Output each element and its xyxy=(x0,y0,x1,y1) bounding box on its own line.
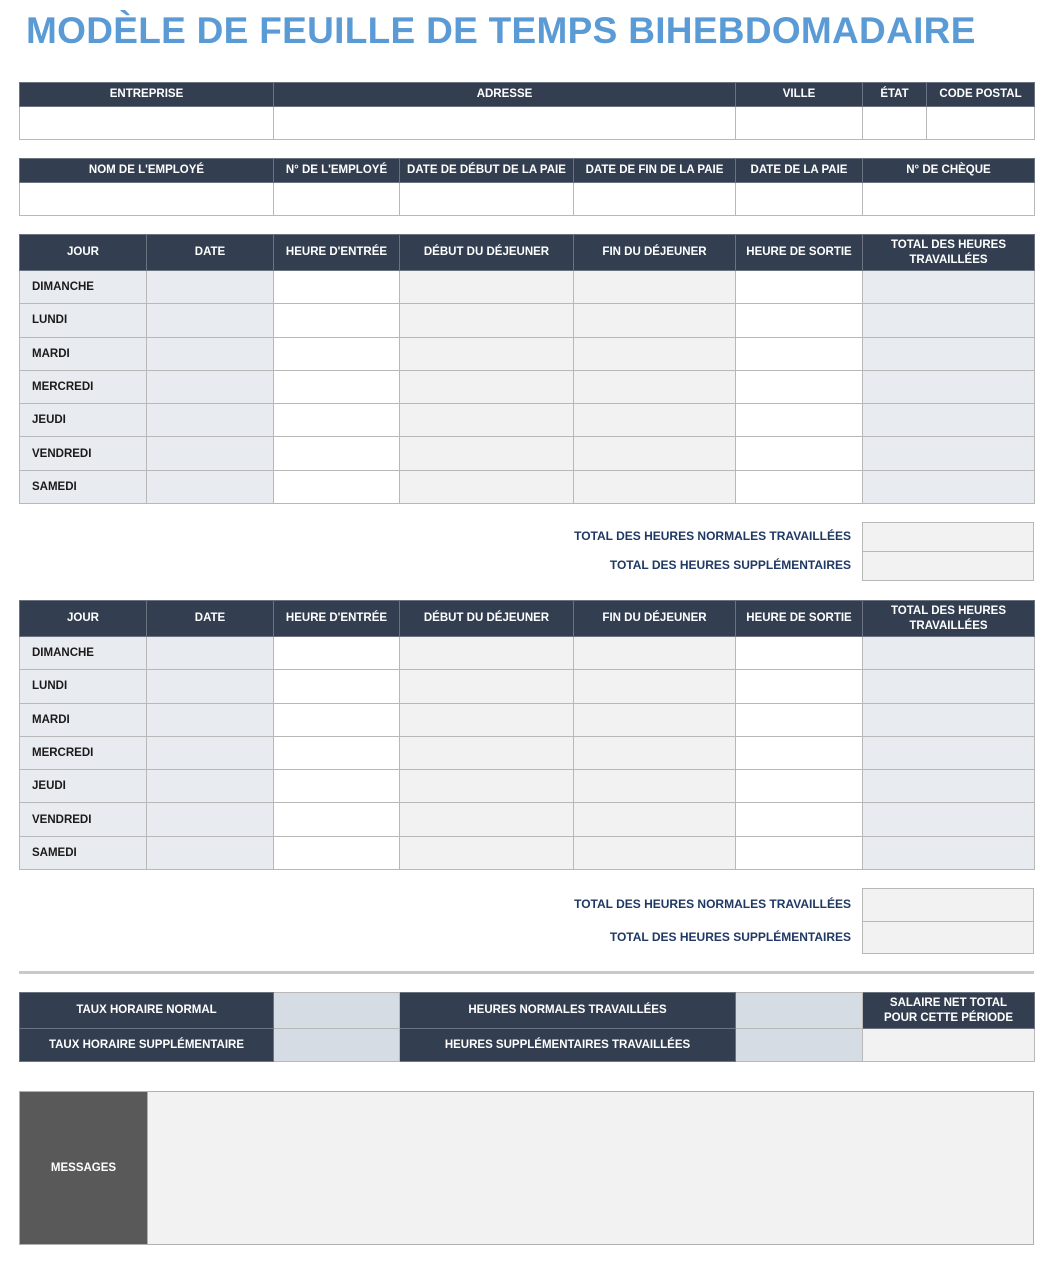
pay-summary-table xyxy=(19,992,1035,1062)
day-label: MARDI xyxy=(20,703,147,736)
debut-dejeuner-field[interactable] xyxy=(400,670,574,703)
total-heures-field[interactable] xyxy=(863,404,1035,437)
total-heures-field[interactable] xyxy=(863,703,1035,736)
date-field[interactable] xyxy=(147,304,274,337)
day-row xyxy=(20,803,1035,836)
heure-sortie-field[interactable] xyxy=(736,637,863,670)
total-heures-field[interactable] xyxy=(863,370,1035,403)
heure-entree-field[interactable] xyxy=(274,670,400,703)
day-label: SAMEDI xyxy=(20,836,147,869)
heure-entree-field[interactable] xyxy=(274,803,400,836)
section-divider xyxy=(19,971,1034,974)
heure-entree-field[interactable] xyxy=(274,836,400,869)
date-paie-field[interactable] xyxy=(736,183,863,216)
total-heures-field[interactable] xyxy=(863,637,1035,670)
total-normal-label: TOTAL DES HEURES NORMALES TRAVAILLÉES xyxy=(574,897,851,911)
day-row xyxy=(20,703,1035,736)
header-numero-cheque: N° DE CHÈQUE xyxy=(863,159,1035,183)
heure-entree-field[interactable] xyxy=(274,470,400,503)
debut-dejeuner-field[interactable] xyxy=(400,370,574,403)
fin-dejeuner-field[interactable] xyxy=(574,404,736,437)
ville-field[interactable] xyxy=(736,107,863,140)
total-heures-field[interactable] xyxy=(863,803,1035,836)
debut-dejeuner-field[interactable] xyxy=(400,404,574,437)
fin-dejeuner-field[interactable] xyxy=(574,703,736,736)
header-adresse: ADRESSE xyxy=(274,83,736,107)
day-label: MERCREDI xyxy=(20,736,147,769)
heure-entree-field[interactable] xyxy=(274,304,400,337)
debut-dejeuner-field[interactable] xyxy=(400,470,574,503)
total-normal-row xyxy=(19,888,1034,921)
date-field[interactable] xyxy=(147,670,274,703)
normal-rate-field[interactable] xyxy=(274,993,400,1029)
date-debut-paie-field[interactable] xyxy=(400,183,574,216)
heure-sortie-field[interactable] xyxy=(736,470,863,503)
total-overtime-value[interactable] xyxy=(862,921,1034,954)
fin-dejeuner-field[interactable] xyxy=(574,670,736,703)
day-label: DIMANCHE xyxy=(20,271,147,304)
week-2-table xyxy=(19,600,1035,870)
entreprise-field[interactable] xyxy=(20,107,274,140)
date-fin-paie-field[interactable] xyxy=(574,183,736,216)
messages-section xyxy=(19,1091,1034,1245)
header-ville: VILLE xyxy=(736,83,863,107)
fin-dejeuner-field[interactable] xyxy=(574,470,736,503)
day-row xyxy=(20,437,1035,470)
day-row xyxy=(20,404,1035,437)
day-row xyxy=(20,271,1035,304)
heure-sortie-field[interactable] xyxy=(736,271,863,304)
heure-entree-field[interactable] xyxy=(274,337,400,370)
heure-sortie-field[interactable] xyxy=(736,437,863,470)
date-field[interactable] xyxy=(147,271,274,304)
overtime-hours-label: HEURES SUPPLÉMENTAIRES TRAVAILLÉES xyxy=(400,1029,736,1062)
total-heures-field[interactable] xyxy=(863,470,1035,503)
adresse-field[interactable] xyxy=(274,107,736,140)
day-row xyxy=(20,836,1035,869)
date-field[interactable] xyxy=(147,637,274,670)
messages-field[interactable] xyxy=(147,1092,1033,1244)
day-label: SAMEDI xyxy=(20,470,147,503)
heure-entree-field[interactable] xyxy=(274,770,400,803)
date-field[interactable] xyxy=(147,770,274,803)
total-heures-field[interactable] xyxy=(863,304,1035,337)
debut-dejeuner-field[interactable] xyxy=(400,337,574,370)
day-row xyxy=(20,304,1035,337)
debut-dejeuner-field[interactable] xyxy=(400,304,574,337)
header-code-postal: CODE POSTAL xyxy=(927,83,1035,107)
net-total-field[interactable] xyxy=(863,1029,1035,1062)
header-jour: JOUR xyxy=(20,601,147,637)
normal-rate-label: TAUX HORAIRE NORMAL xyxy=(20,993,274,1029)
day-row xyxy=(20,770,1035,803)
day-row xyxy=(20,370,1035,403)
header-total-heures: TOTAL DES HEURES TRAVAILLÉES xyxy=(863,235,1035,271)
day-row xyxy=(20,470,1035,503)
overtime-hours-field[interactable] xyxy=(736,1029,863,1062)
total-overtime-row xyxy=(19,921,1034,954)
header-heure-sortie: HEURE DE SORTIE xyxy=(736,235,863,271)
day-label: LUNDI xyxy=(20,304,147,337)
day-label: VENDREDI xyxy=(20,437,147,470)
heure-sortie-field[interactable] xyxy=(736,304,863,337)
debut-dejeuner-field[interactable] xyxy=(400,271,574,304)
date-field[interactable] xyxy=(147,404,274,437)
total-heures-field[interactable] xyxy=(863,337,1035,370)
day-label: MERCREDI xyxy=(20,370,147,403)
date-field[interactable] xyxy=(147,836,274,869)
header-fin-dejeuner: FIN DU DÉJEUNER xyxy=(574,235,736,271)
normal-hours-label: HEURES NORMALES TRAVAILLÉES xyxy=(400,993,736,1029)
heure-entree-field[interactable] xyxy=(274,271,400,304)
code-postal-field[interactable] xyxy=(927,107,1035,140)
header-debut-dejeuner: DÉBUT DU DÉJEUNER xyxy=(400,235,574,271)
fin-dejeuner-field[interactable] xyxy=(574,736,736,769)
fin-dejeuner-field[interactable] xyxy=(574,770,736,803)
fin-dejeuner-field[interactable] xyxy=(574,304,736,337)
date-field[interactable] xyxy=(147,437,274,470)
header-nom-employe: NOM DE L'EMPLOYÉ xyxy=(20,159,274,183)
heure-entree-field[interactable] xyxy=(274,437,400,470)
debut-dejeuner-field[interactable] xyxy=(400,803,574,836)
header-heure-sortie: HEURE DE SORTIE xyxy=(736,601,863,637)
heure-entree-field[interactable] xyxy=(274,370,400,403)
header-numero-employe: N° DE L'EMPLOYÉ xyxy=(274,159,400,183)
debut-dejeuner-field[interactable] xyxy=(400,770,574,803)
day-label: JEUDI xyxy=(20,404,147,437)
date-field[interactable] xyxy=(147,470,274,503)
date-field[interactable] xyxy=(147,736,274,769)
heure-sortie-field[interactable] xyxy=(736,670,863,703)
fin-dejeuner-field[interactable] xyxy=(574,836,736,869)
header-heure-entree: HEURE D'ENTRÉE xyxy=(274,601,400,637)
header-date-paie: DATE DE LA PAIE xyxy=(736,159,863,183)
date-field[interactable] xyxy=(147,703,274,736)
page-title: MODÈLE DE FEUILLE DE TEMPS BIHEBDOMADAIRE xyxy=(26,10,976,51)
header-jour: JOUR xyxy=(20,235,147,271)
debut-dejeuner-field[interactable] xyxy=(400,637,574,670)
total-normal-value[interactable] xyxy=(862,522,1034,552)
heure-sortie-field[interactable] xyxy=(736,736,863,769)
heure-sortie-field[interactable] xyxy=(736,836,863,869)
header-date: DATE xyxy=(147,601,274,637)
heure-sortie-field[interactable] xyxy=(736,370,863,403)
heure-entree-field[interactable] xyxy=(274,404,400,437)
day-label: MARDI xyxy=(20,337,147,370)
numero-cheque-field[interactable] xyxy=(863,183,1035,216)
header-debut-dejeuner: DÉBUT DU DÉJEUNER xyxy=(400,601,574,637)
overtime-rate-field[interactable] xyxy=(274,1029,400,1062)
employee-table xyxy=(19,158,1035,216)
heure-entree-field[interactable] xyxy=(274,637,400,670)
header-date-debut-paie: DATE DE DÉBUT DE LA PAIE xyxy=(400,159,574,183)
heure-sortie-field[interactable] xyxy=(736,703,863,736)
fin-dejeuner-field[interactable] xyxy=(574,803,736,836)
day-row xyxy=(20,736,1035,769)
header-total-heures: TOTAL DES HEURES TRAVAILLÉES xyxy=(863,601,1035,637)
date-field[interactable] xyxy=(147,803,274,836)
day-label: DIMANCHE xyxy=(20,637,147,670)
fin-dejeuner-field[interactable] xyxy=(574,370,736,403)
heure-sortie-field[interactable] xyxy=(736,404,863,437)
heure-sortie-field[interactable] xyxy=(736,337,863,370)
total-overtime-label: TOTAL DES HEURES SUPPLÉMENTAIRES xyxy=(609,558,851,572)
debut-dejeuner-field[interactable] xyxy=(400,836,574,869)
date-field[interactable] xyxy=(147,370,274,403)
company-table xyxy=(19,82,1035,140)
total-overtime-label: TOTAL DES HEURES SUPPLÉMENTAIRES xyxy=(609,930,851,944)
total-overtime-value[interactable] xyxy=(862,551,1034,581)
numero-employe-field[interactable] xyxy=(274,183,400,216)
day-label: VENDREDI xyxy=(20,803,147,836)
debut-dejeuner-field[interactable] xyxy=(400,703,574,736)
total-normal-label: TOTAL DES HEURES NORMALES TRAVAILLÉES xyxy=(574,529,851,543)
total-normal-value[interactable] xyxy=(862,888,1034,922)
heure-entree-field[interactable] xyxy=(274,703,400,736)
total-overtime-row xyxy=(19,551,1034,580)
day-label: LUNDI xyxy=(20,670,147,703)
etat-field[interactable] xyxy=(863,107,927,140)
day-label: JEUDI xyxy=(20,770,147,803)
header-heure-entree: HEURE D'ENTRÉE xyxy=(274,235,400,271)
debut-dejeuner-field[interactable] xyxy=(400,736,574,769)
header-etat: ÉTAT xyxy=(863,83,927,107)
fin-dejeuner-field[interactable] xyxy=(574,637,736,670)
total-heures-field[interactable] xyxy=(863,437,1035,470)
debut-dejeuner-field[interactable] xyxy=(400,437,574,470)
total-heures-field[interactable] xyxy=(863,670,1035,703)
header-fin-dejeuner: FIN DU DÉJEUNER xyxy=(574,601,736,637)
fin-dejeuner-field[interactable] xyxy=(574,271,736,304)
fin-dejeuner-field[interactable] xyxy=(574,337,736,370)
net-total-label: SALAIRE NET TOTAL POUR CETTE PÉRIODE xyxy=(863,993,1035,1029)
week-1-table xyxy=(19,234,1035,504)
heure-entree-field[interactable] xyxy=(274,736,400,769)
day-row xyxy=(20,637,1035,670)
day-row xyxy=(20,337,1035,370)
overtime-rate-label: TAUX HORAIRE SUPPLÉMENTAIRE xyxy=(20,1029,274,1062)
total-normal-row xyxy=(19,522,1034,551)
fin-dejeuner-field[interactable] xyxy=(574,437,736,470)
header-date: DATE xyxy=(147,235,274,271)
day-row xyxy=(20,670,1035,703)
header-entreprise: ENTREPRISE xyxy=(20,83,274,107)
total-heures-field[interactable] xyxy=(863,770,1035,803)
date-field[interactable] xyxy=(147,337,274,370)
header-date-fin-paie: DATE DE FIN DE LA PAIE xyxy=(574,159,736,183)
total-heures-field[interactable] xyxy=(863,271,1035,304)
messages-label: MESSAGES xyxy=(20,1092,147,1244)
nom-employe-field[interactable] xyxy=(20,183,274,216)
total-heures-field[interactable] xyxy=(863,836,1035,869)
normal-hours-field[interactable] xyxy=(736,993,863,1029)
total-heures-field[interactable] xyxy=(863,736,1035,769)
heure-sortie-field[interactable] xyxy=(736,803,863,836)
heure-sortie-field[interactable] xyxy=(736,770,863,803)
